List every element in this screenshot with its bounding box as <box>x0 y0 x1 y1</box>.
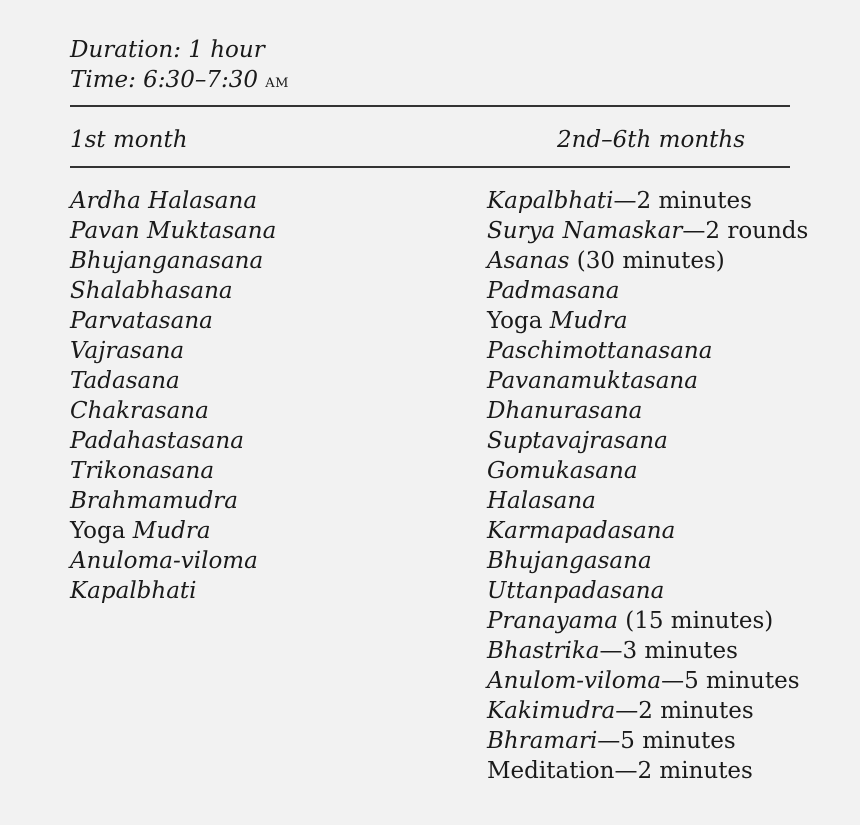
list-item-text: Bhastrika <box>487 638 600 664</box>
list-item <box>487 666 808 696</box>
list-item-text: —5 minutes <box>661 668 800 694</box>
list-item-text: Anuloma-viloma <box>70 548 258 574</box>
list-item <box>487 576 808 606</box>
list-item-text: Vajrasana <box>70 338 185 364</box>
list-item <box>487 306 808 336</box>
list-item <box>70 576 276 606</box>
list-item-text: Trikonasana <box>70 458 215 484</box>
list-item-text: Bhramari <box>487 728 598 754</box>
list-item-text: —3 minutes <box>599 638 738 664</box>
list-item-text: Ardha Halasana <box>70 188 258 214</box>
list-item <box>487 606 808 636</box>
list-item <box>487 696 808 726</box>
list-item <box>70 186 276 216</box>
column-header-1st-month: 1st month <box>70 127 188 153</box>
list-item-text: —2 minutes <box>615 698 754 724</box>
list-item-text: Kapalbhati <box>70 578 197 604</box>
list-item-text: —5 minutes <box>597 728 736 754</box>
list-item-text: (30 minutes) <box>569 248 725 274</box>
list-item <box>70 546 276 576</box>
list-item <box>487 636 808 666</box>
list-item <box>487 366 808 396</box>
time-range: Time: 6:30–7:30 <box>70 67 266 93</box>
list-item-text: —2 rounds <box>682 218 809 244</box>
list-item-text: Chakrasana <box>70 398 209 424</box>
list-item-text: Karmapadasana <box>487 518 676 544</box>
list-item <box>70 396 276 426</box>
list-item-text: (15 minutes) <box>617 608 774 634</box>
first-month-list <box>70 186 276 606</box>
list-item <box>487 756 808 786</box>
list-item <box>70 336 276 366</box>
header-rule <box>70 166 790 168</box>
list-item-text: Gomukasana <box>487 458 638 484</box>
list-item-text: Suptavajrasana <box>487 428 668 454</box>
time-label <box>70 66 289 96</box>
list-item <box>70 426 276 456</box>
list-item <box>70 366 276 396</box>
list-item-text: Halasana <box>487 488 596 514</box>
list-item-text: Parvatasana <box>70 308 213 334</box>
list-item <box>487 486 808 516</box>
list-item <box>487 426 808 456</box>
list-item <box>487 216 808 246</box>
list-item-text: Meditation—2 minutes <box>487 758 753 784</box>
time-am-suffix: am <box>265 71 289 92</box>
duration-label: Duration: 1 hour <box>70 37 265 63</box>
list-item-text: Pranayama <box>487 608 618 634</box>
list-item-text: Dhanurasana <box>487 398 643 424</box>
list-item <box>70 276 276 306</box>
list-item-text: Paschimottanasana <box>487 338 713 364</box>
later-months-list <box>487 186 808 786</box>
list-item <box>70 516 276 546</box>
list-item-text: Surya Namaskar <box>487 218 683 244</box>
list-item <box>487 336 808 366</box>
list-item-text: Padmasana <box>487 278 620 304</box>
list-item-text: Bhujangasana <box>487 548 652 574</box>
list-item <box>70 246 276 276</box>
list-item <box>487 396 808 426</box>
list-item-text: Asanas <box>487 248 570 274</box>
list-item <box>70 306 276 336</box>
list-item <box>70 216 276 246</box>
list-item-text: Anulom-viloma <box>487 668 662 694</box>
list-item <box>70 456 276 486</box>
list-item-text: Mudra <box>549 308 628 334</box>
list-item-text: Bhujanganasana <box>70 248 264 274</box>
list-item-text: Yoga <box>487 308 550 334</box>
list-item <box>487 186 808 216</box>
list-item <box>487 276 808 306</box>
list-item-text: Pavanamuktasana <box>487 368 698 394</box>
list-item <box>487 726 808 756</box>
list-item <box>70 486 276 516</box>
list-item-text: Yoga <box>70 518 133 544</box>
list-item-text: Tadasana <box>70 368 180 394</box>
list-item <box>487 456 808 486</box>
list-item-text: Kapalbhati <box>487 188 614 214</box>
list-item-text: Shalabhasana <box>70 278 233 304</box>
list-item-text: Mudra <box>132 518 211 544</box>
column-header-2nd-6th-months: 2nd–6th months <box>557 127 745 153</box>
list-item-text: Padahastasana <box>70 428 244 454</box>
list-item-text: Pavan Muktasana <box>70 218 277 244</box>
list-item-text: Brahmamudra <box>70 488 238 514</box>
list-item-text: Uttanpadasana <box>487 578 665 604</box>
list-item <box>487 246 808 276</box>
top-rule <box>70 105 790 107</box>
list-item-text: Kakimudra <box>487 698 616 724</box>
list-item <box>487 516 808 546</box>
list-item-text: —2 minutes <box>613 188 752 214</box>
list-item <box>487 546 808 576</box>
